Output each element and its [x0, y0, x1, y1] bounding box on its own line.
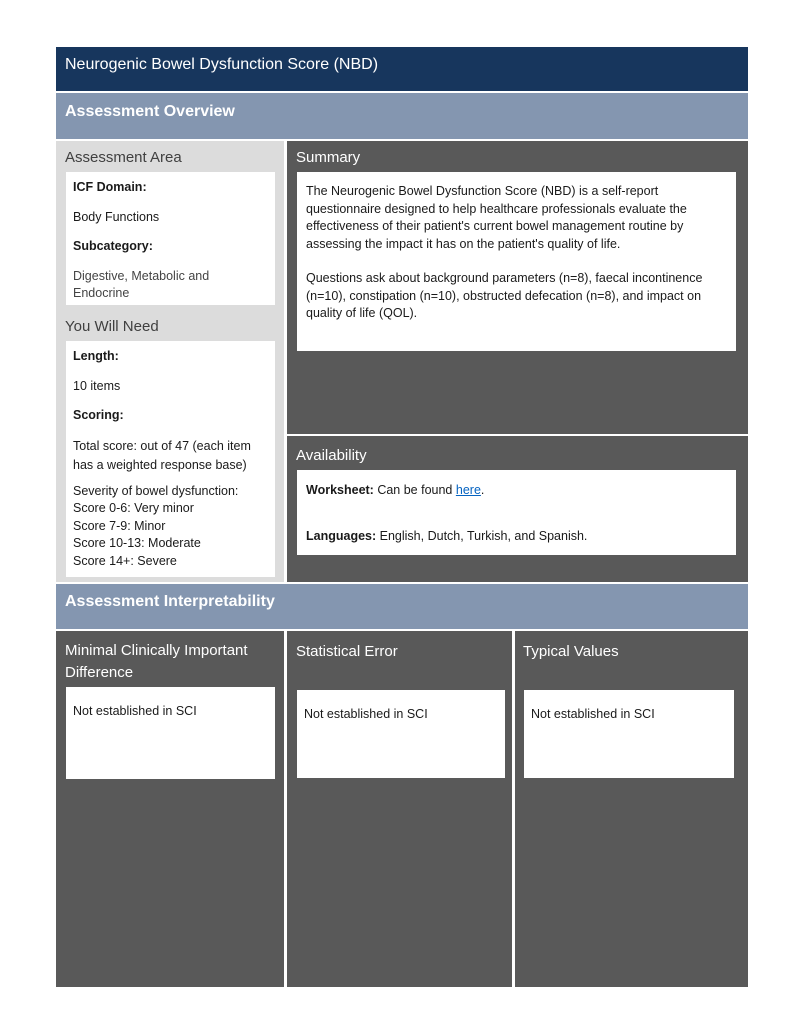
severity-moderate: Score 10-13: Moderate — [73, 536, 201, 550]
typical-values-column — [515, 631, 748, 987]
assessment-area-label: Assessment Area — [65, 149, 182, 166]
assessment-overview-heading: Assessment Overview — [56, 93, 748, 139]
statistical-error-value: Not established in SCI — [304, 707, 428, 721]
statistical-error-column — [287, 631, 512, 987]
availability-label: Availability — [296, 447, 367, 464]
worksheet-link[interactable]: here — [455, 483, 481, 497]
worksheet-end: . — [480, 483, 485, 497]
mcid-value: Not established in SCI — [73, 704, 197, 718]
you-will-need-label: You Will Need — [65, 318, 159, 335]
summary-label: Summary — [296, 149, 361, 166]
scoring-label: Scoring: — [73, 408, 124, 422]
worksheet-line — [306, 482, 727, 500]
languages-line — [306, 528, 727, 546]
length-value: 10 items — [73, 378, 121, 393]
severity-severe: Score 14+: Severe — [73, 553, 177, 568]
typical-values-value: Not established in SCI — [531, 707, 655, 721]
subcategory-value: Digestive, Metabolic and Endocrine — [73, 268, 210, 300]
mcid-column — [56, 631, 284, 987]
summary-paragraph-2: Questions ask about background parameters (n=8), faecal incontinence (n=10), constipation (n=10), obstructed defecation (n=8), and impact on quality of life (QOL). — [306, 271, 703, 320]
assessment-area-card — [66, 172, 275, 305]
icf-domain-value: Body Functions — [73, 209, 160, 224]
total-score-text: Total score: out of 47 (each item has a weighted response base) — [73, 438, 251, 472]
worksheet-text: Can be found — [377, 483, 453, 497]
availability-panel — [287, 436, 748, 582]
severity-minor: Score 7-9: Minor — [73, 518, 166, 533]
left-column — [56, 141, 284, 582]
languages-value: English, Dutch, Turkish, and Spanish. — [379, 528, 588, 543]
assessment-interpretability-heading: Assessment Interpretability — [56, 584, 748, 629]
summary-card — [297, 172, 736, 351]
severity-very-minor: Score 0-6: Very minor — [73, 501, 194, 515]
icf-domain-label: ICF Domain: — [73, 180, 147, 194]
mcid-label: Minimal Clinically Important Difference — [65, 642, 248, 681]
summary-paragraph-1: The Neurogenic Bowel Dysfunction Score (NBD) is a self-report questionnaire designed to help healthcare professionals evaluate the effectiveness of their patient's current bowel management routine by assessing the impact it has on the patient's quality of life. — [306, 184, 687, 251]
summary-panel — [287, 141, 748, 434]
typical-values-card — [524, 690, 734, 778]
statistical-error-card — [297, 690, 505, 778]
severity-heading: Severity of bowel dysfunction: — [73, 483, 239, 498]
subcategory-label: Subcategory: — [73, 239, 153, 253]
page-title: Neurogenic Bowel Dysfunction Score (NBD) — [56, 47, 748, 91]
mcid-card — [66, 687, 275, 779]
statistical-error-label: Statistical Error — [296, 643, 398, 660]
length-label: Length: — [73, 349, 119, 363]
typical-values-label: Typical Values — [523, 643, 619, 660]
worksheet-label: Worksheet: — [306, 483, 374, 497]
availability-card — [297, 470, 736, 555]
you-will-need-card — [66, 341, 275, 577]
languages-label: Languages: — [306, 528, 377, 543]
